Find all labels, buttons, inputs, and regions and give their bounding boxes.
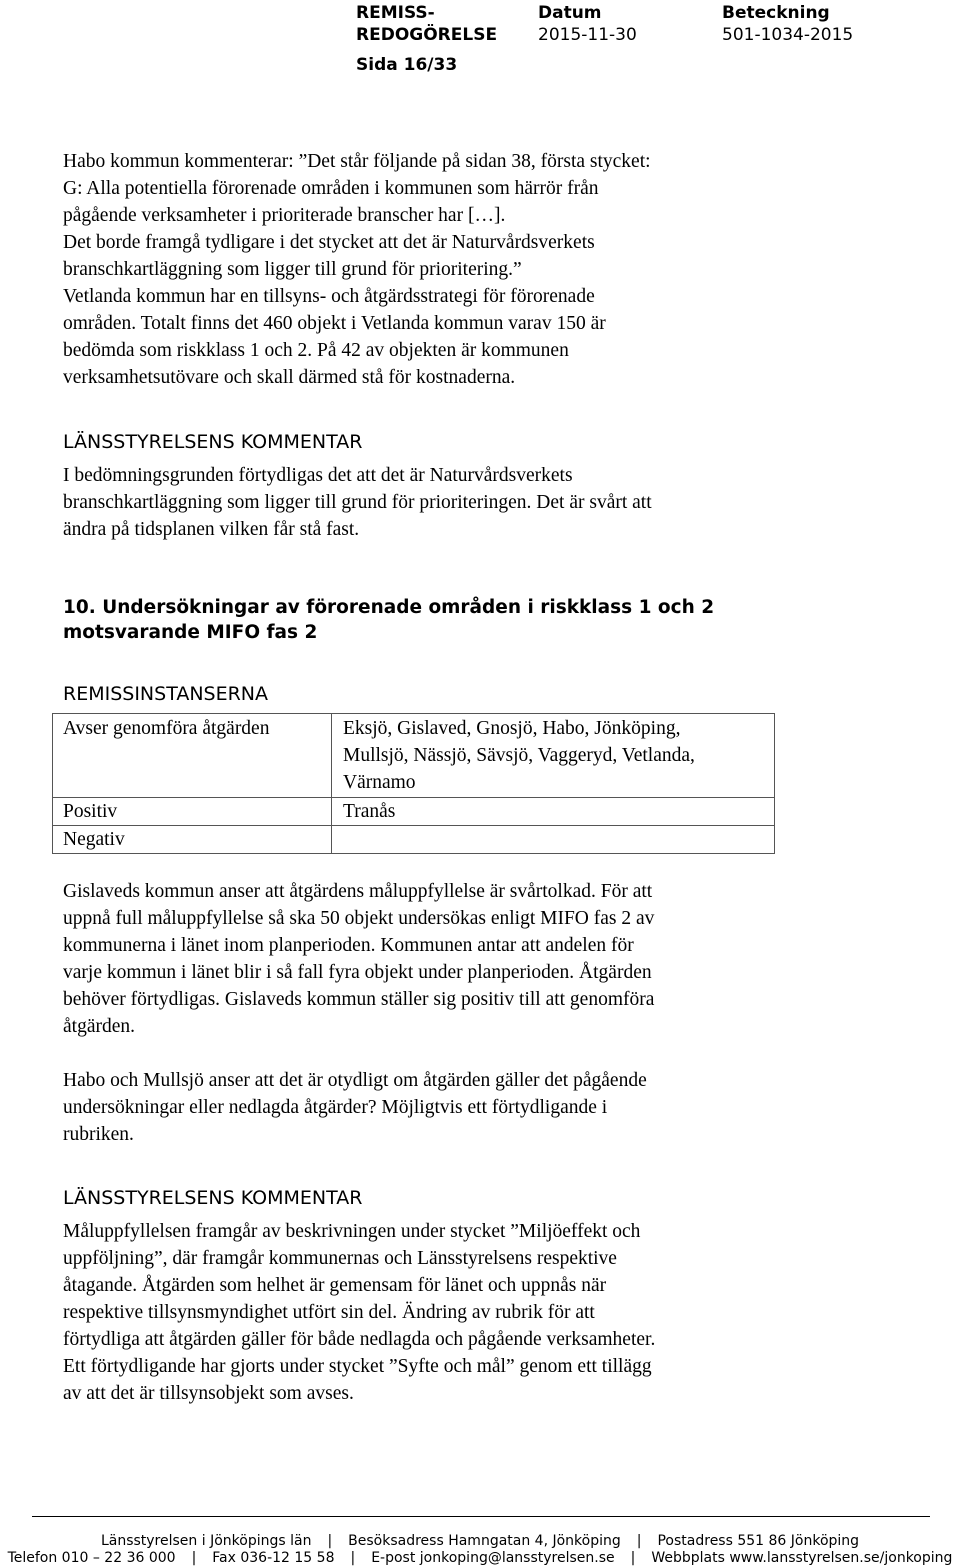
table-cell-value: [332, 826, 775, 854]
footer-address-line: Länsstyrelsen i Jönköpings län | Besöksadress Hamngatan 4, Jönköping | Postadress 551 86 Jönköping: [100, 1533, 860, 1549]
table-row: [53, 798, 775, 826]
footer-email[interactable]: E-post jonkoping@lansstyrelsen.se: [371, 1550, 615, 1566]
footer-org: Länsstyrelsen i Jönköpings län: [100, 1533, 312, 1549]
remissinstanserna-heading: [63, 682, 783, 706]
date-block: [538, 2, 637, 46]
kommentar-text: Måluppfyllelsen framgår av beskrivningen under stycket ”Miljöeffekt och uppföljning”, där framgår kommunernas och Länsstyrelsens respektive åtagande. Åtgärden som helhet är gemensam för länet och uppnås när respektive tillsynsmyndighet utfört sin del. Ändring av rubrik för att förtydliga att åtgärden gäller för både nedlagda och pågående verksamheter. Ett förtydligande har gjorts under stycket ”Syfte och mål” genom ett tillägg av att det är tillsynsobjekt som avses.: [63, 1221, 656, 1404]
table-row: [53, 826, 775, 854]
section-title: 10. Undersökningar av förorenade områden i riskklass 1 och 2 motsvarande MIFO fas 2: [63, 597, 715, 643]
table-cell-label: Negativ: [53, 826, 332, 854]
reference-label: Beteckning: [722, 3, 830, 23]
paragraph-text: Habo kommun kommenterar: ”Det står följande på sidan 38, första stycket: G: Alla potentiella förorenade områden i kommunen som härrör från pågående verksamheter i prioriterade branscher har […]. Det borde framgå tydligare i det stycket att det är Naturvårdsverkets branschkartläggning som ligger till grund för prioritering.” Vetlanda kommun har en tillsyns- och åtgärdsstrategi för förorenade områden. Totalt finns det 460 objekt i Vetlanda kommun varav 150 är bedömda som riskklass 1 och 2. På 42 av objekten är kommunen verksamhetsutövare och skall därmed stå för kostnaderna.: [63, 151, 651, 388]
kommentar-block-1: [63, 430, 783, 543]
section-heading: [63, 595, 783, 645]
date-label: Datum: [538, 3, 602, 23]
kommentar-heading: LÄNSSTYRELSENS KOMMENTAR: [63, 431, 363, 453]
table-cell-value: Eksjö, Gislaved, Gnosjö, Habo, Jönköping, Mullsjö, Nässjö, Sävsjö, Vaggeryd, Vetlanda, Värnamo: [332, 714, 775, 798]
kommentar-heading: LÄNSSTYRELSENS KOMMENTAR: [63, 1187, 363, 1209]
footer-visit-address: Besöksadress Hamngatan 4, Jönköping: [348, 1533, 621, 1549]
paragraph-text: Habo och Mullsjö anser att det är otydligt om åtgärden gäller det pågående undersökningar eller nedlagda åtgärder? Möjligtvis ett förtydligande i rubriken.: [63, 1070, 647, 1145]
habo-vetlanda-paragraph: [63, 148, 783, 391]
footer-phone: Telefon 010 – 22 36 000: [7, 1550, 176, 1566]
remissinstanserna-title: REMISSINSTANSERNA: [63, 683, 269, 705]
table-row: [53, 714, 775, 798]
reference-block: [722, 2, 853, 46]
page-number: Sida 16/33: [356, 55, 458, 75]
footer-postal-address: Postadress 551 86 Jönköping: [657, 1533, 860, 1549]
document-type: REMISS- REDOGÖRELSE: [356, 3, 498, 45]
kommentar-block-2: [63, 1186, 783, 1407]
table-cell-label: Positiv: [53, 798, 332, 826]
gislaved-paragraph: [63, 878, 783, 1040]
response-table: [52, 713, 775, 854]
habo-mullsjo-paragraph: [63, 1067, 783, 1148]
footer-contact-line: Telefon 010 – 22 36 000 | Fax 036-12 15 58 | E-post jonkoping@lansstyrelsen.se | Webbplats www.lansstyrelsen.se/jonkoping: [7, 1550, 953, 1566]
table-cell-label: Avser genomföra åtgärden: [53, 714, 332, 798]
footer-fax: Fax 036-12 15 58: [212, 1550, 335, 1566]
reference-value: 501-1034-2015: [722, 25, 854, 45]
table-cell-value: Tranås: [332, 798, 775, 826]
footer-web[interactable]: Webbplats www.lansstyrelsen.se/jonkoping: [651, 1550, 953, 1566]
footer-divider: [32, 1516, 930, 1517]
kommentar-text: I bedömningsgrunden förtydligas det att det är Naturvårdsverkets branschkartläggning som ligger till grund för prioriteringen. Det är svårt att ändra på tidsplanen vilken får stå fast.: [63, 465, 652, 540]
date-value: 2015-11-30: [538, 25, 637, 45]
paragraph-text: Gislaveds kommun anser att åtgärdens måluppfyllelse är svårtolkad. För att uppnå full måluppfyllelse så ska 50 objekt undersökas enligt MIFO fas 2 av kommunerna i länet inom planperioden. Kommunen antar att andelen för varje kommun i länet blir i så fall fyra objekt under planperioden. Åtgärden behöver förtydligas. Gislaveds kommun ställer sig positiv till att genomföra åtgärden.: [63, 881, 655, 1037]
